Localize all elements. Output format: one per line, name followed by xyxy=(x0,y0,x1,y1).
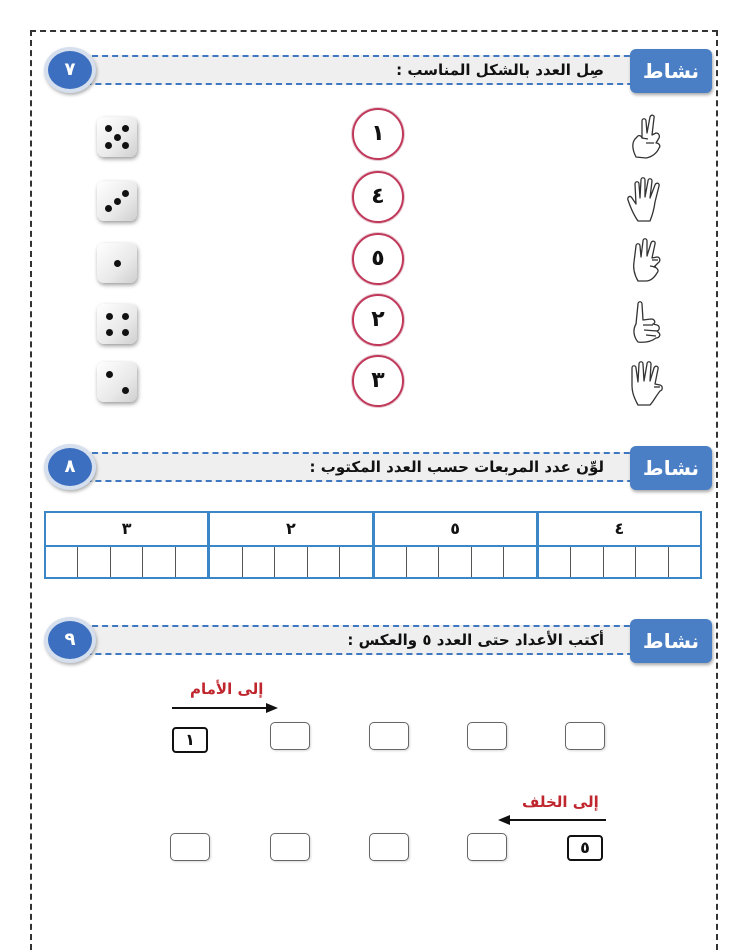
square-cell[interactable] xyxy=(242,547,274,577)
backward-label: إلى الخلف xyxy=(522,793,599,811)
forward-label: إلى الأمام xyxy=(190,680,264,698)
number-box[interactable] xyxy=(565,722,605,750)
activity-7-header xyxy=(44,49,712,93)
dice-icon[interactable] xyxy=(97,362,137,402)
square-group-label: ٢ xyxy=(210,513,371,547)
number-box[interactable] xyxy=(369,722,409,750)
number-box[interactable] xyxy=(270,722,310,750)
square-cell[interactable] xyxy=(142,547,174,577)
number-box[interactable] xyxy=(369,833,409,861)
activity-number-badge: ٩ xyxy=(44,617,96,663)
arrow-right-icon xyxy=(266,702,278,714)
number-box[interactable] xyxy=(170,833,210,861)
square-cell[interactable] xyxy=(471,547,503,577)
hand-two-fingers-icon[interactable] xyxy=(626,113,668,159)
hand-five-fingers-icon[interactable] xyxy=(626,176,668,222)
dice-pip xyxy=(122,313,129,320)
number-circle[interactable]: ٢ xyxy=(352,294,404,346)
square-cell[interactable] xyxy=(635,547,667,577)
square-group-label: ٣ xyxy=(46,513,207,547)
square-cell[interactable] xyxy=(274,547,306,577)
number-circle[interactable]: ٥ xyxy=(352,233,404,285)
square-cell[interactable] xyxy=(175,547,207,577)
activity-9-header xyxy=(44,619,712,663)
dice-icon[interactable] xyxy=(97,304,137,344)
dice-pip xyxy=(122,387,129,394)
page-border xyxy=(30,30,718,950)
dice-pip xyxy=(105,125,112,132)
square-group xyxy=(536,513,700,577)
square-cell[interactable] xyxy=(77,547,109,577)
activity-title: لوِّن عدد المربعات حسب العدد المكتوب : xyxy=(309,458,604,476)
square-cell[interactable] xyxy=(668,547,700,577)
square-cell[interactable] xyxy=(539,547,570,577)
number-circle[interactable]: ٤ xyxy=(352,171,404,223)
square-group-label: ٤ xyxy=(539,513,700,547)
activity-tag: نشاط xyxy=(630,446,712,490)
dice-pip xyxy=(106,329,113,336)
dice-icon[interactable] xyxy=(97,117,137,157)
square-cell[interactable] xyxy=(339,547,371,577)
square-cell[interactable] xyxy=(438,547,470,577)
number-circle[interactable]: ٣ xyxy=(352,355,404,407)
square-cell[interactable] xyxy=(603,547,635,577)
backward-arrow-line xyxy=(508,819,606,821)
square-group xyxy=(372,513,536,577)
dice-icon[interactable] xyxy=(97,243,137,283)
dice-pip xyxy=(122,125,129,132)
number-box[interactable]: ١ xyxy=(172,727,208,753)
dice-pip xyxy=(106,313,113,320)
square-cell[interactable] xyxy=(210,547,241,577)
activity-number-badge: ٧ xyxy=(44,47,96,93)
number-box[interactable] xyxy=(467,722,507,750)
activity-8-header xyxy=(44,446,712,490)
dice-pip xyxy=(114,198,121,205)
number-box[interactable] xyxy=(270,833,310,861)
dice-pip xyxy=(122,142,129,149)
square-group xyxy=(46,513,207,577)
activity-title: صِل العدد بالشكل المناسب : xyxy=(396,61,604,79)
activity-tag: نشاط xyxy=(630,619,712,663)
dice-pip xyxy=(122,190,129,197)
forward-arrow-line xyxy=(172,707,268,709)
square-group-label: ٥ xyxy=(375,513,536,547)
activity-number-badge: ٨ xyxy=(44,444,96,490)
dice-pip xyxy=(106,371,113,378)
dice-pip xyxy=(122,329,129,336)
square-cell[interactable] xyxy=(110,547,142,577)
square-group xyxy=(207,513,371,577)
hand-three-fingers-icon[interactable] xyxy=(626,236,668,282)
square-cell[interactable] xyxy=(406,547,438,577)
activity-title: أكتب الأعداد حتى العدد ٥ والعكس : xyxy=(347,631,604,649)
number-box[interactable]: ٥ xyxy=(567,835,603,861)
dice-pip xyxy=(105,205,112,212)
square-cell[interactable] xyxy=(307,547,339,577)
number-box[interactable] xyxy=(467,833,507,861)
square-cell[interactable] xyxy=(503,547,535,577)
dice-pip xyxy=(114,260,121,267)
square-cell[interactable] xyxy=(570,547,602,577)
dice-icon[interactable] xyxy=(97,181,137,221)
hand-four-fingers-icon[interactable] xyxy=(626,360,668,406)
dice-pip xyxy=(114,134,121,141)
activity-tag: نشاط xyxy=(630,49,712,93)
hand-one-finger-icon[interactable] xyxy=(626,298,668,344)
squares-table xyxy=(44,511,702,579)
dice-pip xyxy=(105,142,112,149)
square-cell[interactable] xyxy=(375,547,406,577)
number-circle[interactable]: ١ xyxy=(352,108,404,160)
square-cell[interactable] xyxy=(46,547,77,577)
